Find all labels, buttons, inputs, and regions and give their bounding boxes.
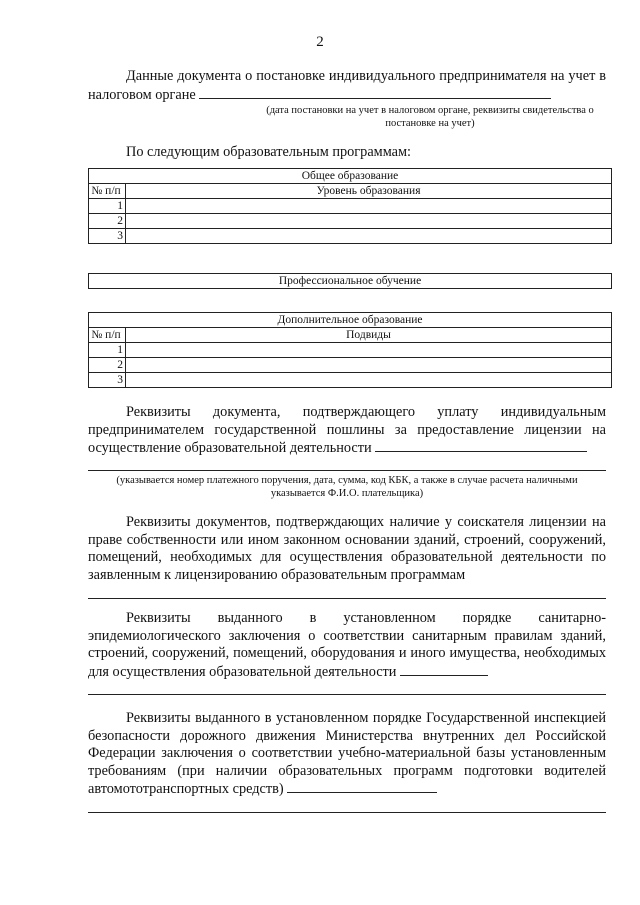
professional-training-box[interactable] <box>88 273 612 289</box>
additional-col-sub: Подвиды <box>126 328 612 343</box>
table-row <box>89 214 612 229</box>
table-row <box>89 358 612 373</box>
tax-registration-label <box>88 68 606 104</box>
row-number: 3 <box>89 373 126 388</box>
additional-row-1-sub[interactable] <box>126 343 612 358</box>
duty-payment-field-inline[interactable] <box>375 439 587 452</box>
general-col-num: № п/п <box>89 184 126 199</box>
sanitary-conclusion-field-inline[interactable] <box>400 663 488 676</box>
programs-intro: По следующим образовательным программам: <box>126 144 412 160</box>
additional-col-num: № п/п <box>89 328 126 343</box>
page-number: 2 <box>316 34 324 50</box>
traffic-safety-field[interactable] <box>88 812 606 813</box>
tax-registration-field[interactable] <box>199 86 551 99</box>
general-row-1-level[interactable] <box>126 199 612 214</box>
duty-payment-text: Реквизиты документа, подтверждающего уплату индивидуальным предпринимателем государственной пошлины за предоставление лицензии на осуществление образовательной деятельности <box>88 404 606 457</box>
general-row-3-level[interactable] <box>126 229 612 244</box>
row-number: 1 <box>89 343 126 358</box>
property-docs-paragraph: Реквизиты документов, подтверждающих наличие у соискателя лицензии на праве собственности или ином законном основании зданий, строений, сооружений, помещений, необходимых для осуществления образовательной деятельности по заявленным к лицензированию образовательным программам <box>88 514 606 583</box>
additional-education-title: Дополнительное образование <box>89 313 612 328</box>
additional-education-table <box>88 312 612 388</box>
tax-registration-note: (дата постановки на учет в налоговом органе, реквизиты свидетельства о постановке на учет) <box>266 105 594 129</box>
row-number: 2 <box>89 214 126 229</box>
tax-registration-text: Данные документа о постановке индивидуального предпринимателя на учет в налоговом органе <box>88 68 606 103</box>
traffic-safety-paragraph <box>88 710 606 799</box>
sanitary-conclusion-field[interactable] <box>88 694 606 695</box>
traffic-safety-text: Реквизиты выданного в установленном порядке Государственной инспекцией безопасности дорожного движения Министерства внутренних дел Российской Федерации заключения о соответствии учебно-материальной базы установленным требованиям (при наличии образовательных программ подготовки водителей автомототранспортных средств) <box>88 710 606 798</box>
duty-payment-field[interactable] <box>88 470 606 471</box>
table-row <box>89 199 612 214</box>
row-number: 1 <box>89 199 126 214</box>
general-col-level: Уровень образования <box>126 184 612 199</box>
table-row <box>89 343 612 358</box>
table-row <box>89 229 612 244</box>
property-docs-field[interactable] <box>88 598 606 599</box>
row-number: 3 <box>89 229 126 244</box>
duty-payment-paragraph <box>88 404 606 458</box>
duty-payment-note: (указывается номер платежного поручения, дата, сумма, код КБК, а также в случае расчета наличными указывается Ф.И.О. плательщика) <box>116 475 578 499</box>
general-education-table <box>88 168 612 244</box>
sanitary-conclusion-paragraph <box>88 610 606 681</box>
general-education-title: Общее образование <box>89 169 612 184</box>
general-row-2-level[interactable] <box>126 214 612 229</box>
row-number: 2 <box>89 358 126 373</box>
professional-training-title: Профессиональное обучение <box>278 275 422 287</box>
traffic-safety-field-inline[interactable] <box>287 780 437 793</box>
table-row <box>89 373 612 388</box>
additional-row-3-sub[interactable] <box>126 373 612 388</box>
sanitary-conclusion-text: Реквизиты выданного в установленном порядке санитарно-эпидемиологического заключения о соответствии санитарным правилам зданий, строений, сооружений, помещений, оборудования и иного имущества, необходимых для осуществления образовательной деятельности <box>88 610 606 680</box>
additional-row-2-sub[interactable] <box>126 358 612 373</box>
